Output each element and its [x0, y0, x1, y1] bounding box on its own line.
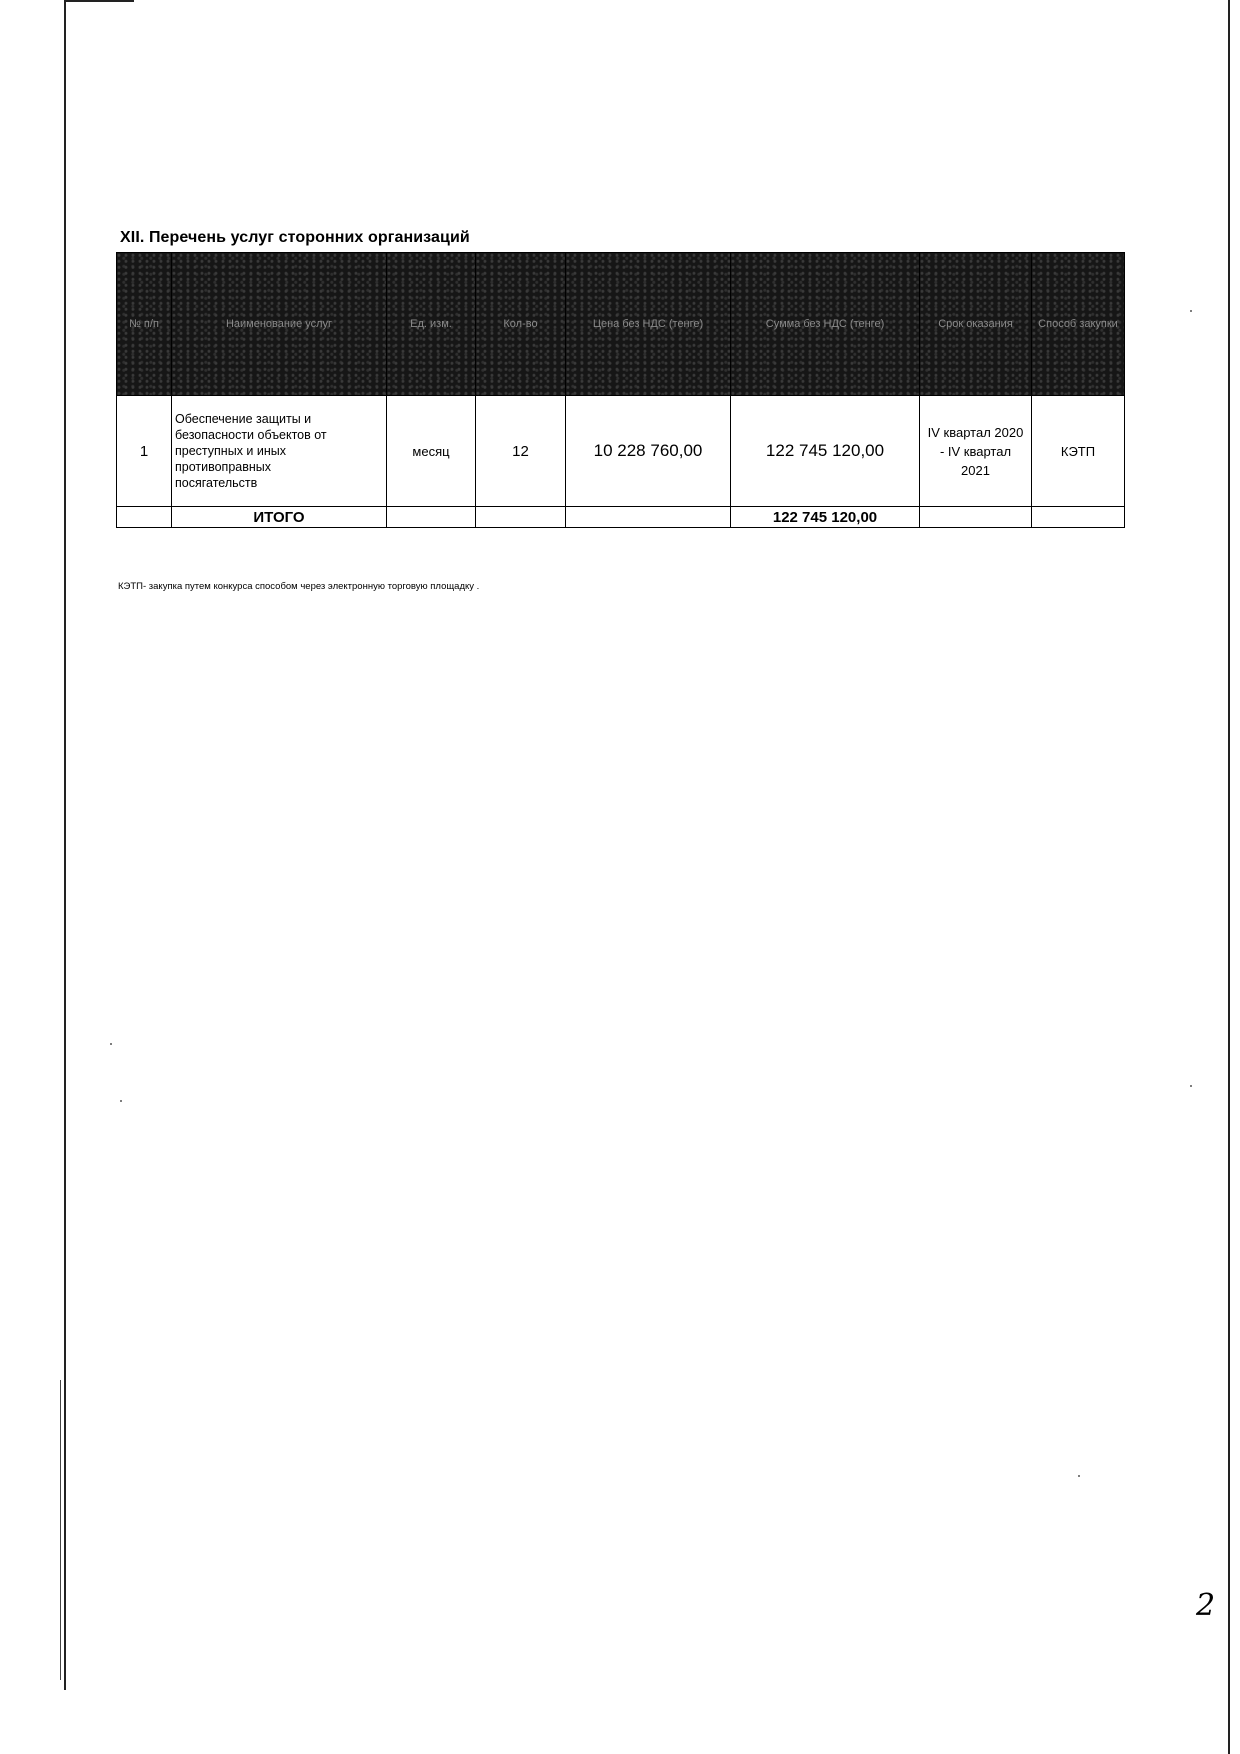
header-cell: Срок оказания — [920, 253, 1032, 396]
scan-speck — [120, 1100, 122, 1102]
service-name-line: противоправных — [175, 460, 272, 474]
header-cell: Ед. изм. — [387, 253, 476, 396]
scan-edge-left-secondary — [60, 1380, 61, 1680]
scan-edge-left — [64, 0, 66, 1690]
unit-cell: месяц — [387, 396, 476, 507]
total-label: ИТОГО — [172, 507, 387, 528]
period-line: 2021 — [961, 462, 990, 478]
quantity-cell: 12 — [476, 396, 566, 507]
period-cell — [920, 396, 1032, 507]
service-name-line: безопасности объектов от — [175, 428, 327, 442]
total-row — [117, 507, 1125, 528]
price-cell: 10 228 760,00 — [566, 396, 731, 507]
service-name-line: преступных и иных — [175, 444, 286, 458]
header-cell: Кол-во — [476, 253, 566, 396]
period-line: - IV квартал — [939, 443, 1012, 459]
method-cell: КЭТП — [1032, 396, 1125, 507]
service-name-line: посягательств — [175, 476, 258, 490]
header-cell: Способ закупки — [1032, 253, 1125, 396]
page-number: 2 — [1196, 1588, 1216, 1623]
table-header-row — [117, 253, 1125, 396]
empty-cell — [566, 507, 731, 528]
empty-cell — [387, 507, 476, 528]
scan-edge-right — [1228, 0, 1230, 1754]
services-table — [116, 252, 1125, 528]
scan-speck — [1190, 1085, 1192, 1087]
sum-cell: 122 745 120,00 — [731, 396, 920, 507]
scan-speck — [1078, 1475, 1080, 1477]
empty-cell — [1032, 507, 1125, 528]
section-title: XII. Перечень услуг сторонних организаций — [120, 229, 470, 246]
service-name-line: Обеспечение защиты и — [175, 412, 312, 426]
scan-speck — [1190, 310, 1192, 312]
footnote: КЭТП- закупка путем конкурса способом через электронную торговую площадку . — [118, 581, 480, 592]
table-row — [117, 396, 1125, 507]
header-cell: Цена без НДС (тенге) — [566, 253, 731, 396]
total-sum: 122 745 120,00 — [731, 507, 920, 528]
scan-corner-top — [64, 0, 134, 2]
empty-cell — [920, 507, 1032, 528]
header-cell: Наименование услуг — [172, 253, 387, 396]
header-cell: Сумма без НДС (тенге) — [731, 253, 920, 396]
empty-cell — [117, 507, 172, 528]
period-line: IV квартал 2020 — [927, 424, 1024, 440]
header-cell: № п/п — [117, 253, 172, 396]
empty-cell — [476, 507, 566, 528]
service-name — [172, 396, 387, 507]
row-number: 1 — [117, 396, 172, 507]
scan-speck — [110, 1043, 112, 1045]
